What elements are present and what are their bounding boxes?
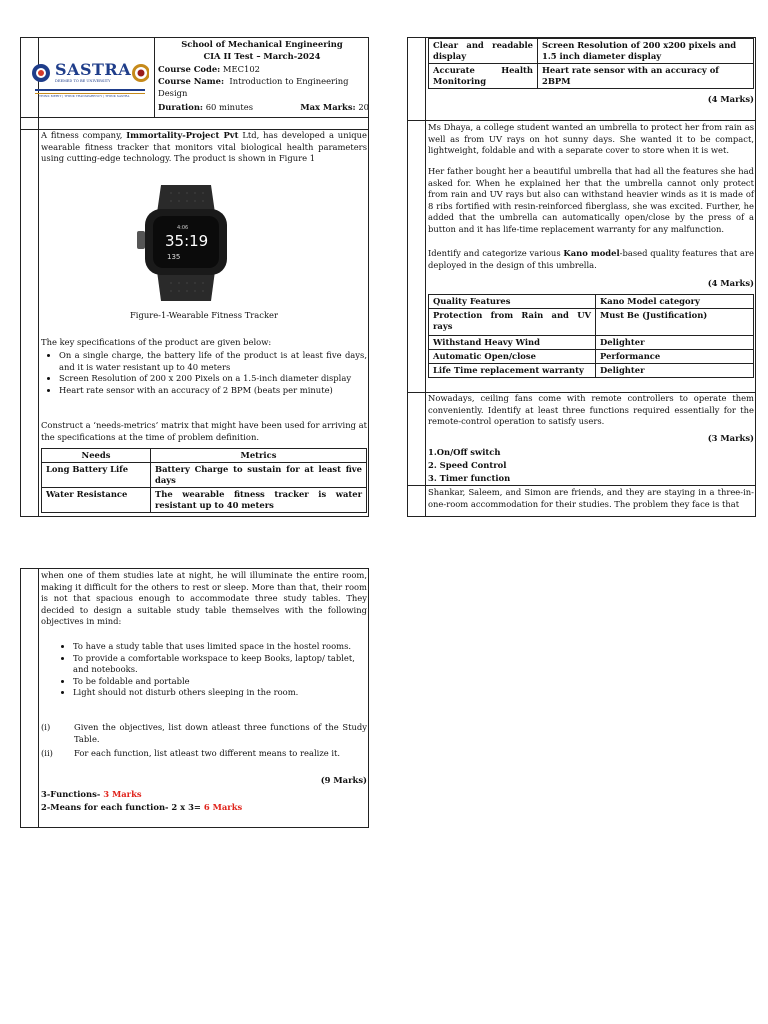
- logo-text: SASTRA: [55, 60, 132, 79]
- q3-answer: 3. Timer function: [428, 473, 511, 483]
- q1-intro: A fitness company, Immortality-Project Pvt Ltd, has developed a unique wearable fitness tracker that monitors vital biological health parameters using cutting-edge technology. The product is shown in Figure 1: [41, 130, 367, 164]
- col-header: Quality Features: [429, 295, 596, 309]
- school-name: School of Mechanical Engineering: [181, 39, 343, 49]
- col-header: Metrics: [151, 449, 367, 463]
- specs-list: [41, 350, 367, 396]
- q2-para2: Her father bought her a beautiful umbrella that had all the features she had asked for. When he explained her that the umbrella cannot only protect from rain and UV rays but also can withstand heavier winds as it is made of 8 ribs fortified with resin-reinforced fiberglass, she was excited. Further, he added that the umbrella can automatically open/close by the press of a button and it has life-time replacement warranty for any malfunction.: [428, 166, 754, 234]
- objective-item: • To provide a comfortable workspace to keep Books, laptop/ tablet, and notebooks.: [73, 653, 367, 676]
- sub-ii-text: For each function, list atleast two different means to realize it.: [74, 748, 341, 758]
- table-row: Life Time replacement warranty Delighter: [429, 364, 754, 378]
- q3-answer: 1.On/Off switch: [428, 447, 501, 457]
- col-header: Needs: [42, 449, 151, 463]
- q3-text: Nowadays, ceiling fans come with remote controllers to operate them conveniently. Identify at least three functions required essentially for the remote-control operation to satisfy users.: [428, 393, 754, 427]
- q1-task: Construct a ‘needs-metrics’ matrix that might have been used for arriving at the specifications at the time of problem definition.: [41, 420, 367, 442]
- q4-text-start: Shankar, Saleem, and Simon are friends, and they are staying in a three-in-one-room accommodation for their studies. The problem they face is that: [428, 487, 754, 509]
- q4-text: when one of them studies late at night, he will illuminate the entire room, making it difficult for the others to rest or sleep. More than that, their room is not that spacious enough to accommodate three study tables. They decided to design a suitable study table themselves with the following objectives in mind:: [41, 570, 367, 627]
- spec-item: • Heart rate sensor with an accuracy of 2 BPM (beats per minute): [59, 385, 367, 397]
- watch-time: 35:19: [165, 232, 209, 250]
- table-row: Long Battery Life Battery Charge to sustain for at least five days: [42, 463, 367, 488]
- needs-metrics-table-cont: [428, 38, 755, 89]
- table-row: Protection from Rain and UV rays Must Be (Justification): [429, 309, 754, 336]
- spec-item: • On a single charge, the battery life of the product is at least five days, and it is water resistant up to 40 meters: [59, 350, 367, 373]
- logo-tag: THINK MERIT | THINK TRANSPARENCY | THINK SASTRA: [39, 94, 130, 98]
- svg-text:4:06: 4:06: [177, 225, 189, 231]
- course-code: Course Code: MEC102: [158, 64, 261, 74]
- sub-i-text: Given the objectives, list down atleast three functions of the Study Table.: [74, 722, 367, 744]
- table-row: Automatic Open/close Performance: [429, 350, 754, 364]
- fitness-tracker-image: [131, 183, 241, 303]
- table-row: Withstand Heavy Wind Delighter: [429, 336, 754, 350]
- figure-caption: Figure-1-Wearable Fitness Tracker: [129, 310, 279, 320]
- question-divider: [408, 485, 755, 486]
- q4-marks: (9 Marks): [320, 775, 367, 785]
- page-2: [407, 37, 756, 517]
- objective-item: • To be foldable and portable: [73, 676, 367, 688]
- kano-table: [428, 294, 755, 378]
- specs-intro: The key specifications of the product are given below:: [41, 337, 272, 347]
- margin-line: [38, 569, 39, 827]
- sub-i-label: (i): [41, 722, 51, 732]
- table-row: Water Resistance The wearable fitness tracker is water resistant up to 40 meters: [42, 488, 367, 513]
- objectives-list: [41, 641, 367, 699]
- max-marks: Max Marks: 20: [300, 102, 369, 112]
- scheme-means: 2-Means for each function- 2 x 3= 6 Marks: [41, 802, 243, 812]
- margin-line: [425, 38, 426, 516]
- spec-item: • Screen Resolution of 200 x 200 Pixels on a 1.5-inch diameter display: [59, 373, 367, 385]
- q1-marks: (4 Marks): [707, 94, 754, 104]
- logo-sub: DEEMED TO BE UNIVERSITY: [55, 79, 111, 83]
- objective-item: • Light should not disturb others sleeping in the room.: [73, 687, 367, 699]
- margin-line: [38, 38, 39, 516]
- q2-para3: Identify and categorize various Kano model-based quality features that are deployed in the design of this umbrella.: [428, 248, 754, 270]
- duration: Duration: 60 minutes: [158, 102, 254, 112]
- test-name: CIA II Test – March-2024: [203, 51, 321, 61]
- col-header: Kano Model category: [596, 295, 754, 309]
- page-1: [20, 37, 369, 517]
- question-divider: [408, 120, 755, 121]
- sastra-logo: [29, 58, 149, 98]
- header-divider: [21, 117, 368, 118]
- page-3: [20, 568, 369, 828]
- q3-marks: (3 Marks): [707, 433, 754, 443]
- svg-text:135: 135: [167, 253, 181, 261]
- sub-ii-label: (ii): [41, 748, 53, 758]
- objective-item: • To have a study table that uses limited space in the hostel rooms.: [73, 641, 367, 653]
- q3-answer: 2. Speed Control: [428, 460, 507, 470]
- table-row: Accurate Health Monitoring Heart rate sensor with an accuracy of 2BPM: [429, 64, 754, 89]
- table-row: Clear and readable display Screen Resolution of 200 x200 pixels and 1.5 inch diameter display: [429, 39, 754, 64]
- needs-metrics-table: [41, 448, 367, 513]
- scheme-functions: 3-Functions- 3 Marks: [41, 789, 142, 799]
- q2-marks: (4 Marks): [707, 278, 754, 288]
- course-name: Course Name: Introduction to Engineering Design: [158, 76, 349, 98]
- q2-para1: Ms Dhaya, a college student wanted an umbrella to protect her from rain as well as from UV rays on hot sunny days. She wanted it to be compact, lightweight, foldable and with a separate cover to store when it is wet.: [428, 122, 754, 156]
